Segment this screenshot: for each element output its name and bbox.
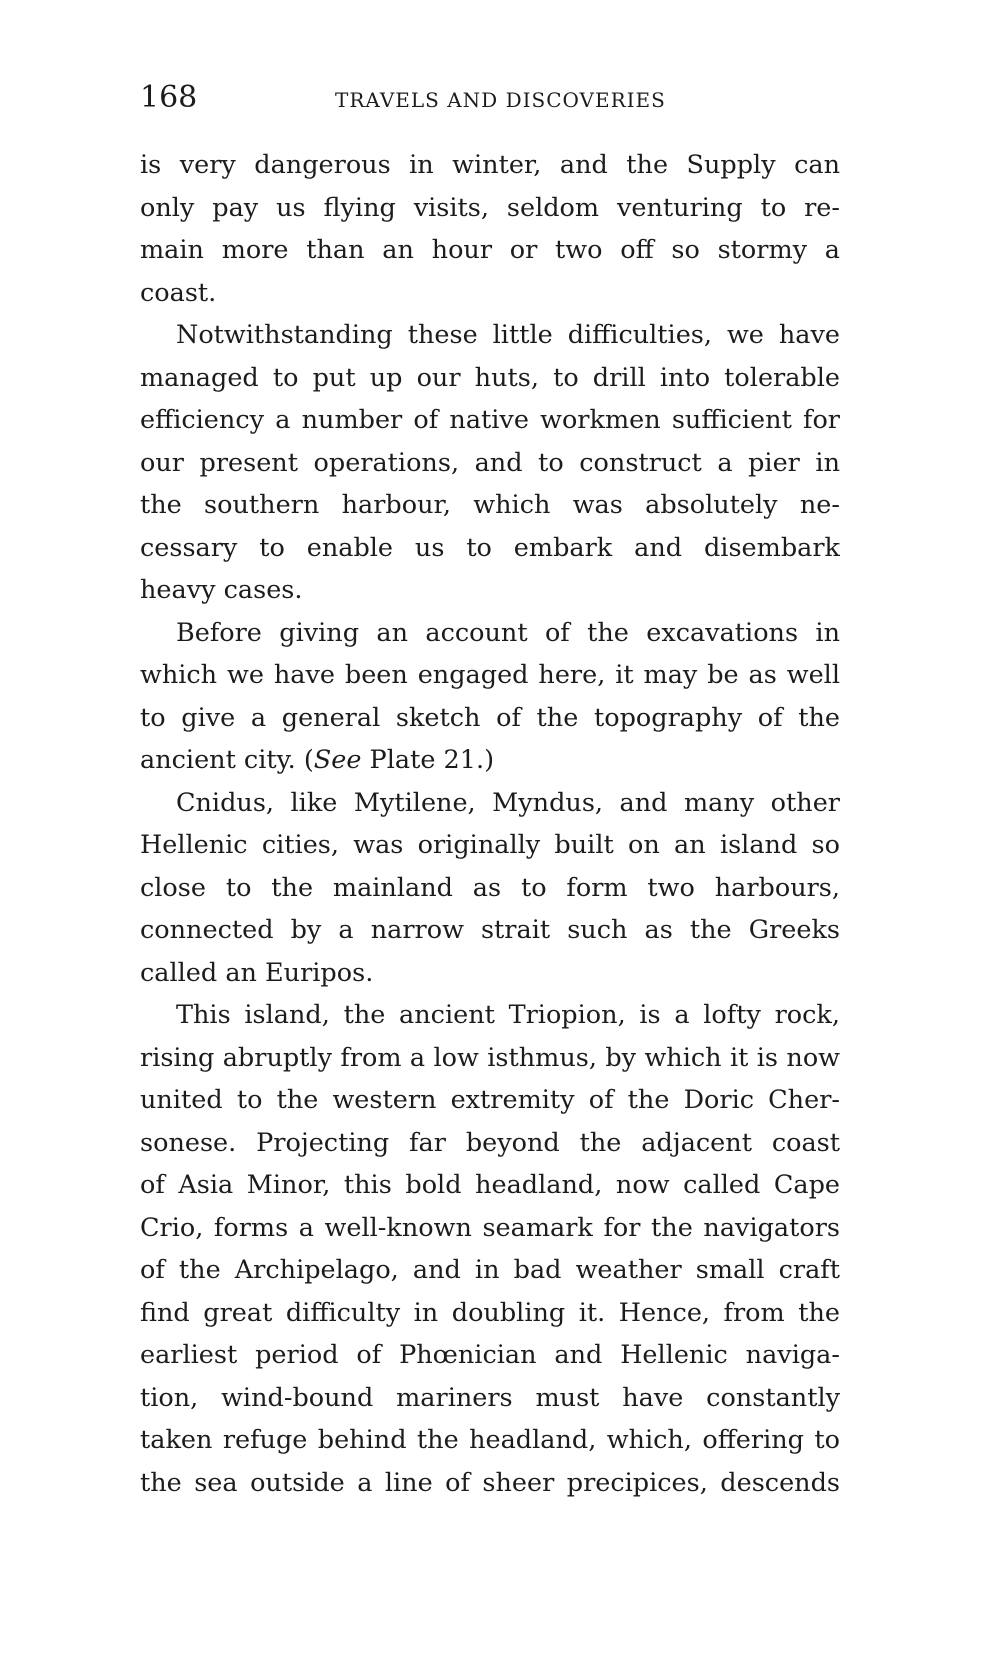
running-head bbox=[140, 78, 840, 118]
text-line: managed to put up our huts, to drill into tolerable bbox=[140, 362, 840, 393]
text-line: our present operations, and to construct a pier in bbox=[140, 447, 840, 478]
text-line: which we have been engaged here, it may be as well bbox=[140, 660, 840, 690]
running-title: TRAVELS AND DISCOVERIES bbox=[335, 88, 666, 112]
text-line: Hellenic cities, was originally built on an island so bbox=[140, 830, 840, 860]
text-line: connected by a narrow strait such as the Greeks bbox=[140, 915, 840, 945]
text-segment: Plate 21.) bbox=[361, 745, 495, 775]
page-number: 168 bbox=[140, 80, 198, 115]
text-line: the southern harbour, which was absolutely ne- bbox=[140, 490, 840, 520]
text-line: sonese. Projecting far beyond the adjacent coast bbox=[140, 1127, 840, 1158]
text-line: find great difficulty in doubling it. Hence, from the bbox=[140, 1297, 840, 1328]
text-line: coast. bbox=[140, 277, 217, 308]
text-line bbox=[140, 739, 840, 782]
text-line: Before giving an account of the excavations in bbox=[176, 617, 840, 648]
text-line: close to the mainland as to form two harbours, bbox=[140, 872, 840, 903]
text-line: main more than an hour or two off so stormy a bbox=[140, 235, 840, 265]
text-line: rising abruptly from a low isthmus, by which it is now bbox=[140, 1042, 840, 1073]
body-text bbox=[140, 144, 840, 1504]
text-line: cessary to enable us to embark and disembark bbox=[140, 532, 840, 563]
text-line: Cnidus, like Mytilene, Myndus, and many other bbox=[176, 787, 840, 818]
text-line: earliest period of Phœnician and Hellenic naviga- bbox=[140, 1340, 840, 1370]
text-line: efficiency a number of native workmen sufficient for bbox=[140, 405, 840, 435]
text-line: Crio, forms a well-known seamark for the navigators bbox=[140, 1212, 840, 1243]
text-line: the sea outside a line of sheer precipices, descends bbox=[140, 1467, 840, 1498]
text-line: taken refuge behind the headland, which, offering to bbox=[140, 1425, 840, 1455]
text-segment: ancient city. ( bbox=[140, 745, 314, 775]
text-line: tion, wind-bound mariners must have constantly bbox=[140, 1382, 840, 1413]
text-line: heavy cases. bbox=[140, 575, 303, 605]
text-line: called an Euripos. bbox=[140, 957, 374, 988]
text-line: This island, the ancient Triopion, is a lofty rock, bbox=[176, 1000, 840, 1030]
text-line: united to the western extremity of the Doric Cher- bbox=[140, 1085, 840, 1115]
text-line: of Asia Minor, this bold headland, now called Cape bbox=[140, 1170, 840, 1200]
italic-text: See bbox=[313, 745, 362, 775]
text-line: of the Archipelago, and in bad weather small craft bbox=[140, 1255, 840, 1285]
text-line: Notwithstanding these little difficulties, we have bbox=[176, 320, 840, 350]
text-line: is very dangerous in winter, and the Supply can bbox=[140, 150, 840, 180]
text-line: only pay us flying visits, seldom venturing to re- bbox=[140, 192, 840, 223]
text-line: to give a general sketch of the topography of the bbox=[140, 702, 840, 733]
